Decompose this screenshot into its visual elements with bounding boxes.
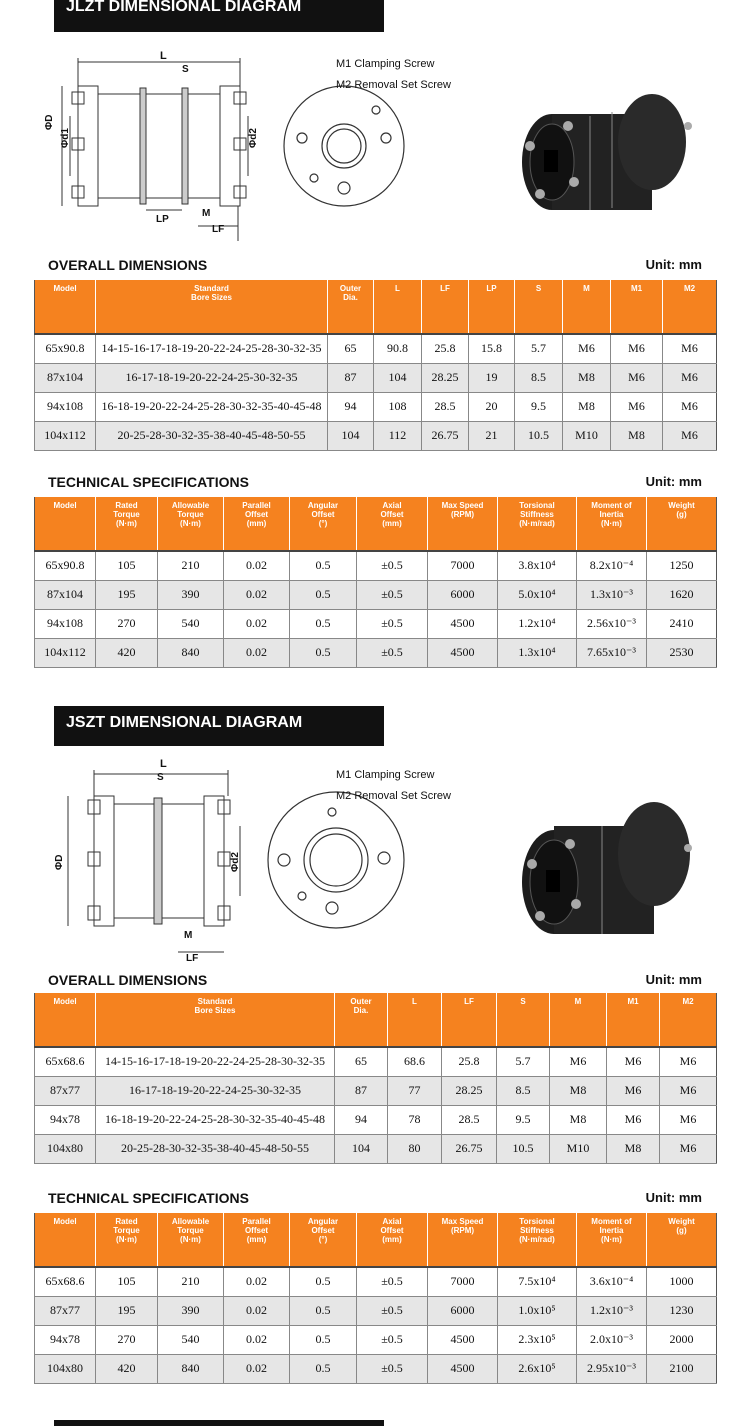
table-cell: 104x112 xyxy=(35,421,96,450)
table-row xyxy=(35,392,717,421)
table-cell: 104 xyxy=(335,1134,388,1163)
table-cell: 1250 xyxy=(647,551,717,580)
column-header: Standard Bore Sizes xyxy=(96,280,328,334)
dim-label-S: S xyxy=(182,64,189,75)
table-row xyxy=(35,1076,717,1105)
table-cell: 80 xyxy=(388,1134,442,1163)
table-cell: 90.8 xyxy=(374,334,422,363)
table-cell: 105 xyxy=(96,1267,158,1296)
table-cell: 19 xyxy=(469,363,515,392)
table-cell: ±0.5 xyxy=(357,580,428,609)
table-cell: 68.6 xyxy=(388,1047,442,1076)
table-cell: 2.0x10⁻³ xyxy=(577,1325,647,1354)
banner-title: JSZT DIMENSIONAL DIAGRAM xyxy=(66,714,303,731)
table-cell: 0.5 xyxy=(290,1325,357,1354)
table-cell: 2.6x10⁵ xyxy=(498,1354,577,1383)
table-cell: 9.5 xyxy=(515,392,563,421)
table-cell: 94x108 xyxy=(35,609,96,638)
table-cell: M6 xyxy=(611,334,663,363)
table-cell: 2000 xyxy=(647,1325,717,1354)
table-cell: 7.5x10⁴ xyxy=(498,1267,577,1296)
dim-label-d1: Φd1 xyxy=(60,128,71,148)
table-cell: 0.02 xyxy=(224,638,290,667)
column-header: Model xyxy=(35,280,96,334)
table-cell: M6 xyxy=(607,1047,660,1076)
table-cell: M6 xyxy=(563,334,611,363)
table-row xyxy=(35,334,717,363)
column-header: Moment of Inertia (N·m) xyxy=(577,1213,647,1267)
table-cell: 10.5 xyxy=(515,421,563,450)
table-cell: 390 xyxy=(158,1296,224,1325)
table-cell: 20-25-28-30-32-35-38-40-45-48-50-55 xyxy=(96,1134,335,1163)
table-cell: 65 xyxy=(328,334,374,363)
table-cell: 28.5 xyxy=(442,1105,497,1134)
table-cell: M6 xyxy=(660,1105,717,1134)
table-cell: 8.5 xyxy=(515,363,563,392)
table-cell: 78 xyxy=(388,1105,442,1134)
table-cell: 65x90.8 xyxy=(35,551,96,580)
table-cell: M6 xyxy=(663,421,717,450)
table-cell: 0.02 xyxy=(224,1325,290,1354)
table-cell: 87x77 xyxy=(35,1296,96,1325)
table-cell: 0.02 xyxy=(224,1267,290,1296)
column-header: Model xyxy=(35,1213,96,1267)
table-cell: 94 xyxy=(328,392,374,421)
table-cell: 1620 xyxy=(647,580,717,609)
legend-jszt xyxy=(336,765,451,807)
column-header: Angular Offset (°) xyxy=(290,1213,357,1267)
column-header: M xyxy=(563,280,611,334)
table-cell: 0.02 xyxy=(224,609,290,638)
table-cell: 2530 xyxy=(647,638,717,667)
table-cell: 20-25-28-30-32-35-38-40-45-48-50-55 xyxy=(96,421,328,450)
dim-label-L: L xyxy=(160,758,167,770)
table-cell: 94 xyxy=(335,1105,388,1134)
dim-label-D: ΦD xyxy=(54,854,65,870)
table-cell: 9.5 xyxy=(497,1105,550,1134)
column-header: Max Speed (RPM) xyxy=(428,497,498,551)
table-cell: M8 xyxy=(611,421,663,450)
table-cell: 28.25 xyxy=(442,1076,497,1105)
table-cell: 16-17-18-19-20-22-24-25-30-32-35 xyxy=(96,363,328,392)
table-cell: 0.5 xyxy=(290,1267,357,1296)
table-cell: 20 xyxy=(469,392,515,421)
column-header: S xyxy=(497,993,550,1047)
column-header: Weight (g) xyxy=(647,1213,717,1267)
jszt-front-view-drawing xyxy=(262,788,412,934)
table-title: OVERALL DIMENSIONS xyxy=(48,972,208,988)
next-section-banner-edge xyxy=(54,1420,384,1426)
table-cell: M8 xyxy=(550,1105,607,1134)
jlzt-product-photo xyxy=(512,86,702,216)
table-cell: 77 xyxy=(388,1076,442,1105)
technical-specifications-header-jlzt xyxy=(48,474,702,494)
table-cell: ±0.5 xyxy=(357,609,428,638)
table-cell: 104x112 xyxy=(35,638,96,667)
table-cell: 2410 xyxy=(647,609,717,638)
table-cell: 87 xyxy=(328,363,374,392)
dim-label-LF: LF xyxy=(212,224,225,235)
table-row xyxy=(35,1105,717,1134)
column-header: LP xyxy=(469,280,515,334)
table-cell: M6 xyxy=(607,1105,660,1134)
jszt-product-photo xyxy=(510,792,700,942)
table-cell: 4500 xyxy=(428,609,498,638)
table-cell: 87x104 xyxy=(35,363,96,392)
legend-item-m1: M1 Clamping Screw xyxy=(336,58,435,70)
table-cell: 28.25 xyxy=(422,363,469,392)
table-cell: 16-17-18-19-20-22-24-25-30-32-35 xyxy=(96,1076,335,1105)
overall-dimensions-header-jszt xyxy=(48,972,702,992)
column-header: Allowable Torque (N·m) xyxy=(158,1213,224,1267)
table-cell: 4500 xyxy=(428,1354,498,1383)
column-header: Max Speed (RPM) xyxy=(428,1213,498,1267)
table-cell: 104x80 xyxy=(35,1354,96,1383)
table-cell: 65x68.6 xyxy=(35,1267,96,1296)
table-cell: 105 xyxy=(96,551,158,580)
dim-label-LP: LP xyxy=(156,214,169,225)
column-header: Standard Bore Sizes xyxy=(96,993,335,1047)
column-header: LF xyxy=(442,993,497,1047)
dim-label-M: M xyxy=(202,208,211,219)
dim-label-S: S xyxy=(157,772,164,783)
legend-item-m2: M2 Removal Set Screw xyxy=(336,79,451,91)
table-row xyxy=(35,638,717,667)
column-header: Rated Torque (N·m) xyxy=(96,497,158,551)
technical-specifications-table-jlzt xyxy=(34,497,717,668)
table-cell: 6000 xyxy=(428,580,498,609)
column-header: Torsional Stiffness (N·m/rad) xyxy=(498,1213,577,1267)
table-cell: 16-18-19-20-22-24-25-28-30-32-35-40-45-48 xyxy=(96,392,328,421)
table-cell: M6 xyxy=(663,334,717,363)
table-cell: M10 xyxy=(563,421,611,450)
table-cell: 195 xyxy=(96,1296,158,1325)
table-cell: M6 xyxy=(663,392,717,421)
column-header: Parallel Offset (mm) xyxy=(224,497,290,551)
table-cell: 1.3x10⁻³ xyxy=(577,580,647,609)
column-header: M1 xyxy=(607,993,660,1047)
table-cell: M6 xyxy=(550,1047,607,1076)
table-cell: 0.5 xyxy=(290,638,357,667)
table-unit: Unit: mm xyxy=(645,474,702,489)
table-cell: 104x80 xyxy=(35,1134,96,1163)
table-cell: 0.5 xyxy=(290,1354,357,1383)
table-cell: 2100 xyxy=(647,1354,717,1383)
table-cell: 3.8x10⁴ xyxy=(498,551,577,580)
table-cell: 94x108 xyxy=(35,392,96,421)
column-header: M2 xyxy=(663,280,717,334)
table-row xyxy=(35,609,717,638)
table-cell: ±0.5 xyxy=(357,638,428,667)
table-cell: 8.5 xyxy=(497,1076,550,1105)
table-cell: 1.3x10⁴ xyxy=(498,638,577,667)
table-cell: 21 xyxy=(469,421,515,450)
table-cell: 0.5 xyxy=(290,551,357,580)
table-cell: 540 xyxy=(158,609,224,638)
column-header: Outer Dia. xyxy=(335,993,388,1047)
banner-jszt xyxy=(54,706,384,746)
technical-specifications-table-jszt xyxy=(34,1213,717,1384)
table-cell: 0.5 xyxy=(290,1296,357,1325)
table-unit: Unit: mm xyxy=(645,1190,702,1205)
column-header: Axial Offset (mm) xyxy=(357,1213,428,1267)
dim-label-L: L xyxy=(160,50,167,62)
table-cell: 210 xyxy=(158,1267,224,1296)
table-cell: 94x78 xyxy=(35,1105,96,1134)
table-row xyxy=(35,1267,717,1296)
overall-dimensions-header-jlzt xyxy=(48,257,702,277)
table-cell: 104 xyxy=(374,363,422,392)
table-cell: 28.5 xyxy=(422,392,469,421)
table-cell: 3.6x10⁻⁴ xyxy=(577,1267,647,1296)
table-row xyxy=(35,580,717,609)
table-cell: ±0.5 xyxy=(357,551,428,580)
column-header: Weight (g) xyxy=(647,497,717,551)
table-title: OVERALL DIMENSIONS xyxy=(48,257,208,273)
table-cell: M8 xyxy=(563,363,611,392)
table-cell: 26.75 xyxy=(422,421,469,450)
table-cell: ±0.5 xyxy=(357,1325,428,1354)
table-cell: 65x90.8 xyxy=(35,334,96,363)
table-cell: M8 xyxy=(550,1076,607,1105)
legend-item-m1: M1 Clamping Screw xyxy=(336,769,435,781)
table-cell: 1230 xyxy=(647,1296,717,1325)
table-row xyxy=(35,1047,717,1076)
dim-label-D: ΦD xyxy=(44,114,55,130)
column-header: Rated Torque (N·m) xyxy=(96,1213,158,1267)
table-cell: 108 xyxy=(374,392,422,421)
table-cell: ±0.5 xyxy=(357,1296,428,1325)
dim-label-d2: Φd2 xyxy=(248,128,259,148)
table-cell: 195 xyxy=(96,580,158,609)
table-row xyxy=(35,363,717,392)
table-cell: 14-15-16-17-18-19-20-22-24-25-28-30-32-35 xyxy=(96,334,328,363)
table-cell: 15.8 xyxy=(469,334,515,363)
table-cell: 25.8 xyxy=(442,1047,497,1076)
column-header: Axial Offset (mm) xyxy=(357,497,428,551)
dim-label-d2: Φd2 xyxy=(230,852,241,872)
table-cell: 2.95x10⁻³ xyxy=(577,1354,647,1383)
table-cell: 420 xyxy=(96,638,158,667)
table-cell: M6 xyxy=(611,363,663,392)
table-row xyxy=(35,1296,717,1325)
table-row xyxy=(35,421,717,450)
table-cell: 0.5 xyxy=(290,580,357,609)
table-cell: 0.02 xyxy=(224,1354,290,1383)
column-header: Model xyxy=(35,993,96,1047)
jszt-side-view-drawing xyxy=(48,756,258,966)
table-row xyxy=(35,1325,717,1354)
table-cell: 87 xyxy=(335,1076,388,1105)
table-row xyxy=(35,1354,717,1383)
overall-dimensions-table-jszt xyxy=(34,993,717,1164)
table-cell: 6000 xyxy=(428,1296,498,1325)
table-cell: 65x68.6 xyxy=(35,1047,96,1076)
table-cell: M8 xyxy=(563,392,611,421)
column-header: M xyxy=(550,993,607,1047)
table-cell: M6 xyxy=(660,1134,717,1163)
table-cell: ±0.5 xyxy=(357,1354,428,1383)
column-header: Outer Dia. xyxy=(328,280,374,334)
table-cell: 5.7 xyxy=(515,334,563,363)
table-cell: M6 xyxy=(660,1047,717,1076)
table-cell: 540 xyxy=(158,1325,224,1354)
table-cell: M6 xyxy=(611,392,663,421)
table-cell: 1.0x10⁵ xyxy=(498,1296,577,1325)
column-header: M1 xyxy=(611,280,663,334)
table-cell: 840 xyxy=(158,638,224,667)
column-header: M2 xyxy=(660,993,717,1047)
table-title: TECHNICAL SPECIFICATIONS xyxy=(48,1190,249,1206)
table-cell: 0.02 xyxy=(224,580,290,609)
column-header: Parallel Offset (mm) xyxy=(224,1213,290,1267)
table-cell: 390 xyxy=(158,580,224,609)
column-header: LF xyxy=(422,280,469,334)
table-cell: 10.5 xyxy=(497,1134,550,1163)
column-header: L xyxy=(374,280,422,334)
table-cell: 2.3x10⁵ xyxy=(498,1325,577,1354)
table-cell: 7.65x10⁻³ xyxy=(577,638,647,667)
table-cell: 1.2x10⁻³ xyxy=(577,1296,647,1325)
table-cell: 5.0x10⁴ xyxy=(498,580,577,609)
table-unit: Unit: mm xyxy=(645,972,702,987)
dim-label-M: M xyxy=(184,930,193,941)
table-cell: 5.7 xyxy=(497,1047,550,1076)
column-header: L xyxy=(388,993,442,1047)
jlzt-side-view-drawing xyxy=(48,46,258,246)
table-cell: 8.2x10⁻⁴ xyxy=(577,551,647,580)
banner-title: JLZT DIMENSIONAL DIAGRAM xyxy=(66,0,302,15)
technical-specifications-header-jszt xyxy=(48,1190,702,1210)
table-cell: M8 xyxy=(607,1134,660,1163)
jlzt-front-view-drawing xyxy=(278,80,418,210)
table-unit: Unit: mm xyxy=(645,257,702,272)
table-cell: 0.02 xyxy=(224,1296,290,1325)
column-header: S xyxy=(515,280,563,334)
table-cell: M6 xyxy=(607,1076,660,1105)
table-cell: 87x104 xyxy=(35,580,96,609)
table-cell: 26.75 xyxy=(442,1134,497,1163)
table-cell: 1.2x10⁴ xyxy=(498,609,577,638)
table-cell: 270 xyxy=(96,1325,158,1354)
table-cell: 1000 xyxy=(647,1267,717,1296)
table-cell: 104 xyxy=(328,421,374,450)
table-title: TECHNICAL SPECIFICATIONS xyxy=(48,474,249,490)
table-cell: 840 xyxy=(158,1354,224,1383)
table-cell: M10 xyxy=(550,1134,607,1163)
table-row xyxy=(35,551,717,580)
table-cell: 65 xyxy=(335,1047,388,1076)
column-header: Allowable Torque (N·m) xyxy=(158,497,224,551)
table-cell: M6 xyxy=(663,363,717,392)
column-header: Moment of Inertia (N·m) xyxy=(577,497,647,551)
table-cell: 2.56x10⁻³ xyxy=(577,609,647,638)
legend-jlzt xyxy=(336,54,451,96)
dim-label-LF: LF xyxy=(186,953,199,964)
banner-jlzt xyxy=(54,0,384,32)
table-cell: 270 xyxy=(96,609,158,638)
table-cell: 7000 xyxy=(428,551,498,580)
table-cell: 16-18-19-20-22-24-25-28-30-32-35-40-45-48 xyxy=(96,1105,335,1134)
table-cell: 112 xyxy=(374,421,422,450)
table-cell: 0.02 xyxy=(224,551,290,580)
table-cell: 25.8 xyxy=(422,334,469,363)
legend-item-m2: M2 Removal Set Screw xyxy=(336,790,451,802)
column-header: Angular Offset (°) xyxy=(290,497,357,551)
table-cell: M6 xyxy=(660,1076,717,1105)
table-cell: 4500 xyxy=(428,638,498,667)
table-cell: 210 xyxy=(158,551,224,580)
table-cell: 87x77 xyxy=(35,1076,96,1105)
table-cell: 7000 xyxy=(428,1267,498,1296)
table-cell: 94x78 xyxy=(35,1325,96,1354)
table-cell: ±0.5 xyxy=(357,1267,428,1296)
table-row xyxy=(35,1134,717,1163)
column-header: Model xyxy=(35,497,96,551)
table-cell: 0.5 xyxy=(290,609,357,638)
table-cell: 4500 xyxy=(428,1325,498,1354)
table-cell: 420 xyxy=(96,1354,158,1383)
column-header: Torsional Stiffness (N·m/rad) xyxy=(498,497,577,551)
overall-dimensions-table-jlzt xyxy=(34,280,717,451)
table-cell: 14-15-16-17-18-19-20-22-24-25-28-30-32-35 xyxy=(96,1047,335,1076)
